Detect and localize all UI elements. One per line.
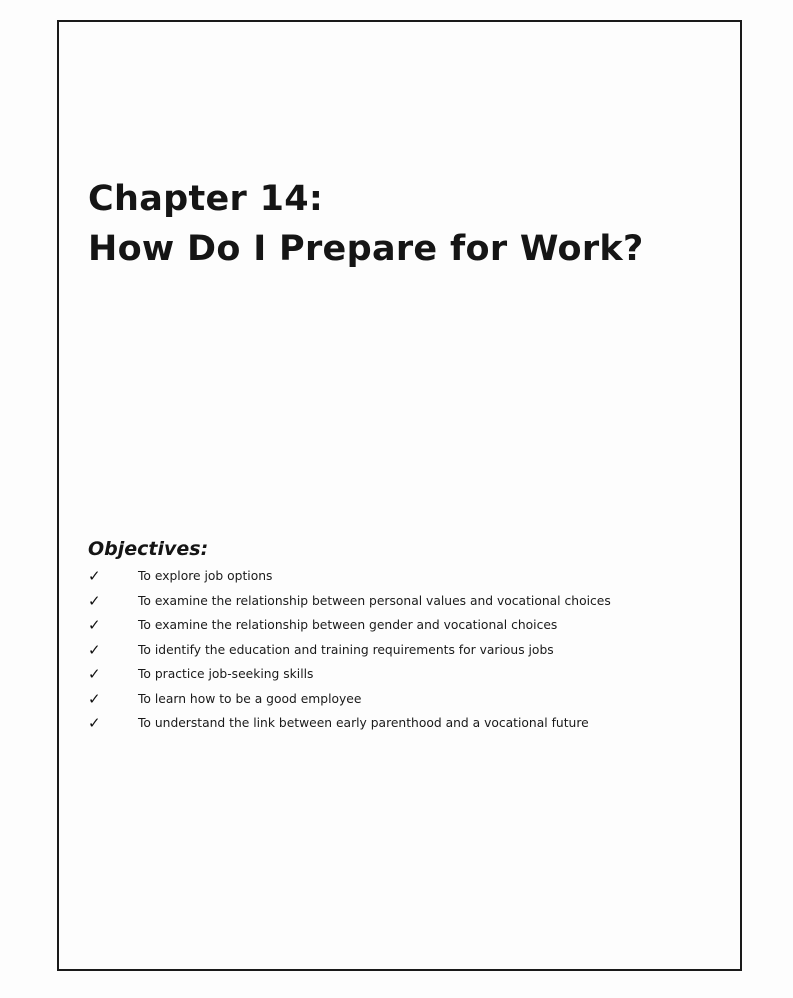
checkmark-icon: ✓ <box>88 567 101 585</box>
checkmark-icon: ✓ <box>88 714 101 732</box>
objective-text: To examine the relationship between gender and vocational choices <box>138 618 558 632</box>
objective-text: To identify the education and training requirements for various jobs <box>138 642 554 657</box>
checkmark-icon: ✓ <box>88 665 101 683</box>
objective-text: To explore job options <box>138 569 273 583</box>
checkmark-icon: ✓ <box>88 689 101 708</box>
chapter-heading: How Do I Prepare for Work? <box>88 229 644 269</box>
chapter-title <box>88 174 644 274</box>
objective-text: To learn how to be a good employee <box>138 691 362 706</box>
objectives-heading: Objectives: <box>88 538 209 560</box>
objective-text: To practice job-seeking skills <box>138 667 314 681</box>
checkmark-icon: ✓ <box>88 640 101 659</box>
objective-text: To examine the relationship between personal values and vocational choices <box>138 593 611 608</box>
page-border <box>57 20 742 971</box>
checkmark-icon: ✓ <box>88 591 101 610</box>
objective-text: To understand the link between early parenthood and a vocational future <box>138 716 589 730</box>
chapter-number: Chapter 14: <box>88 179 324 219</box>
checkmark-icon: ✓ <box>88 616 101 634</box>
